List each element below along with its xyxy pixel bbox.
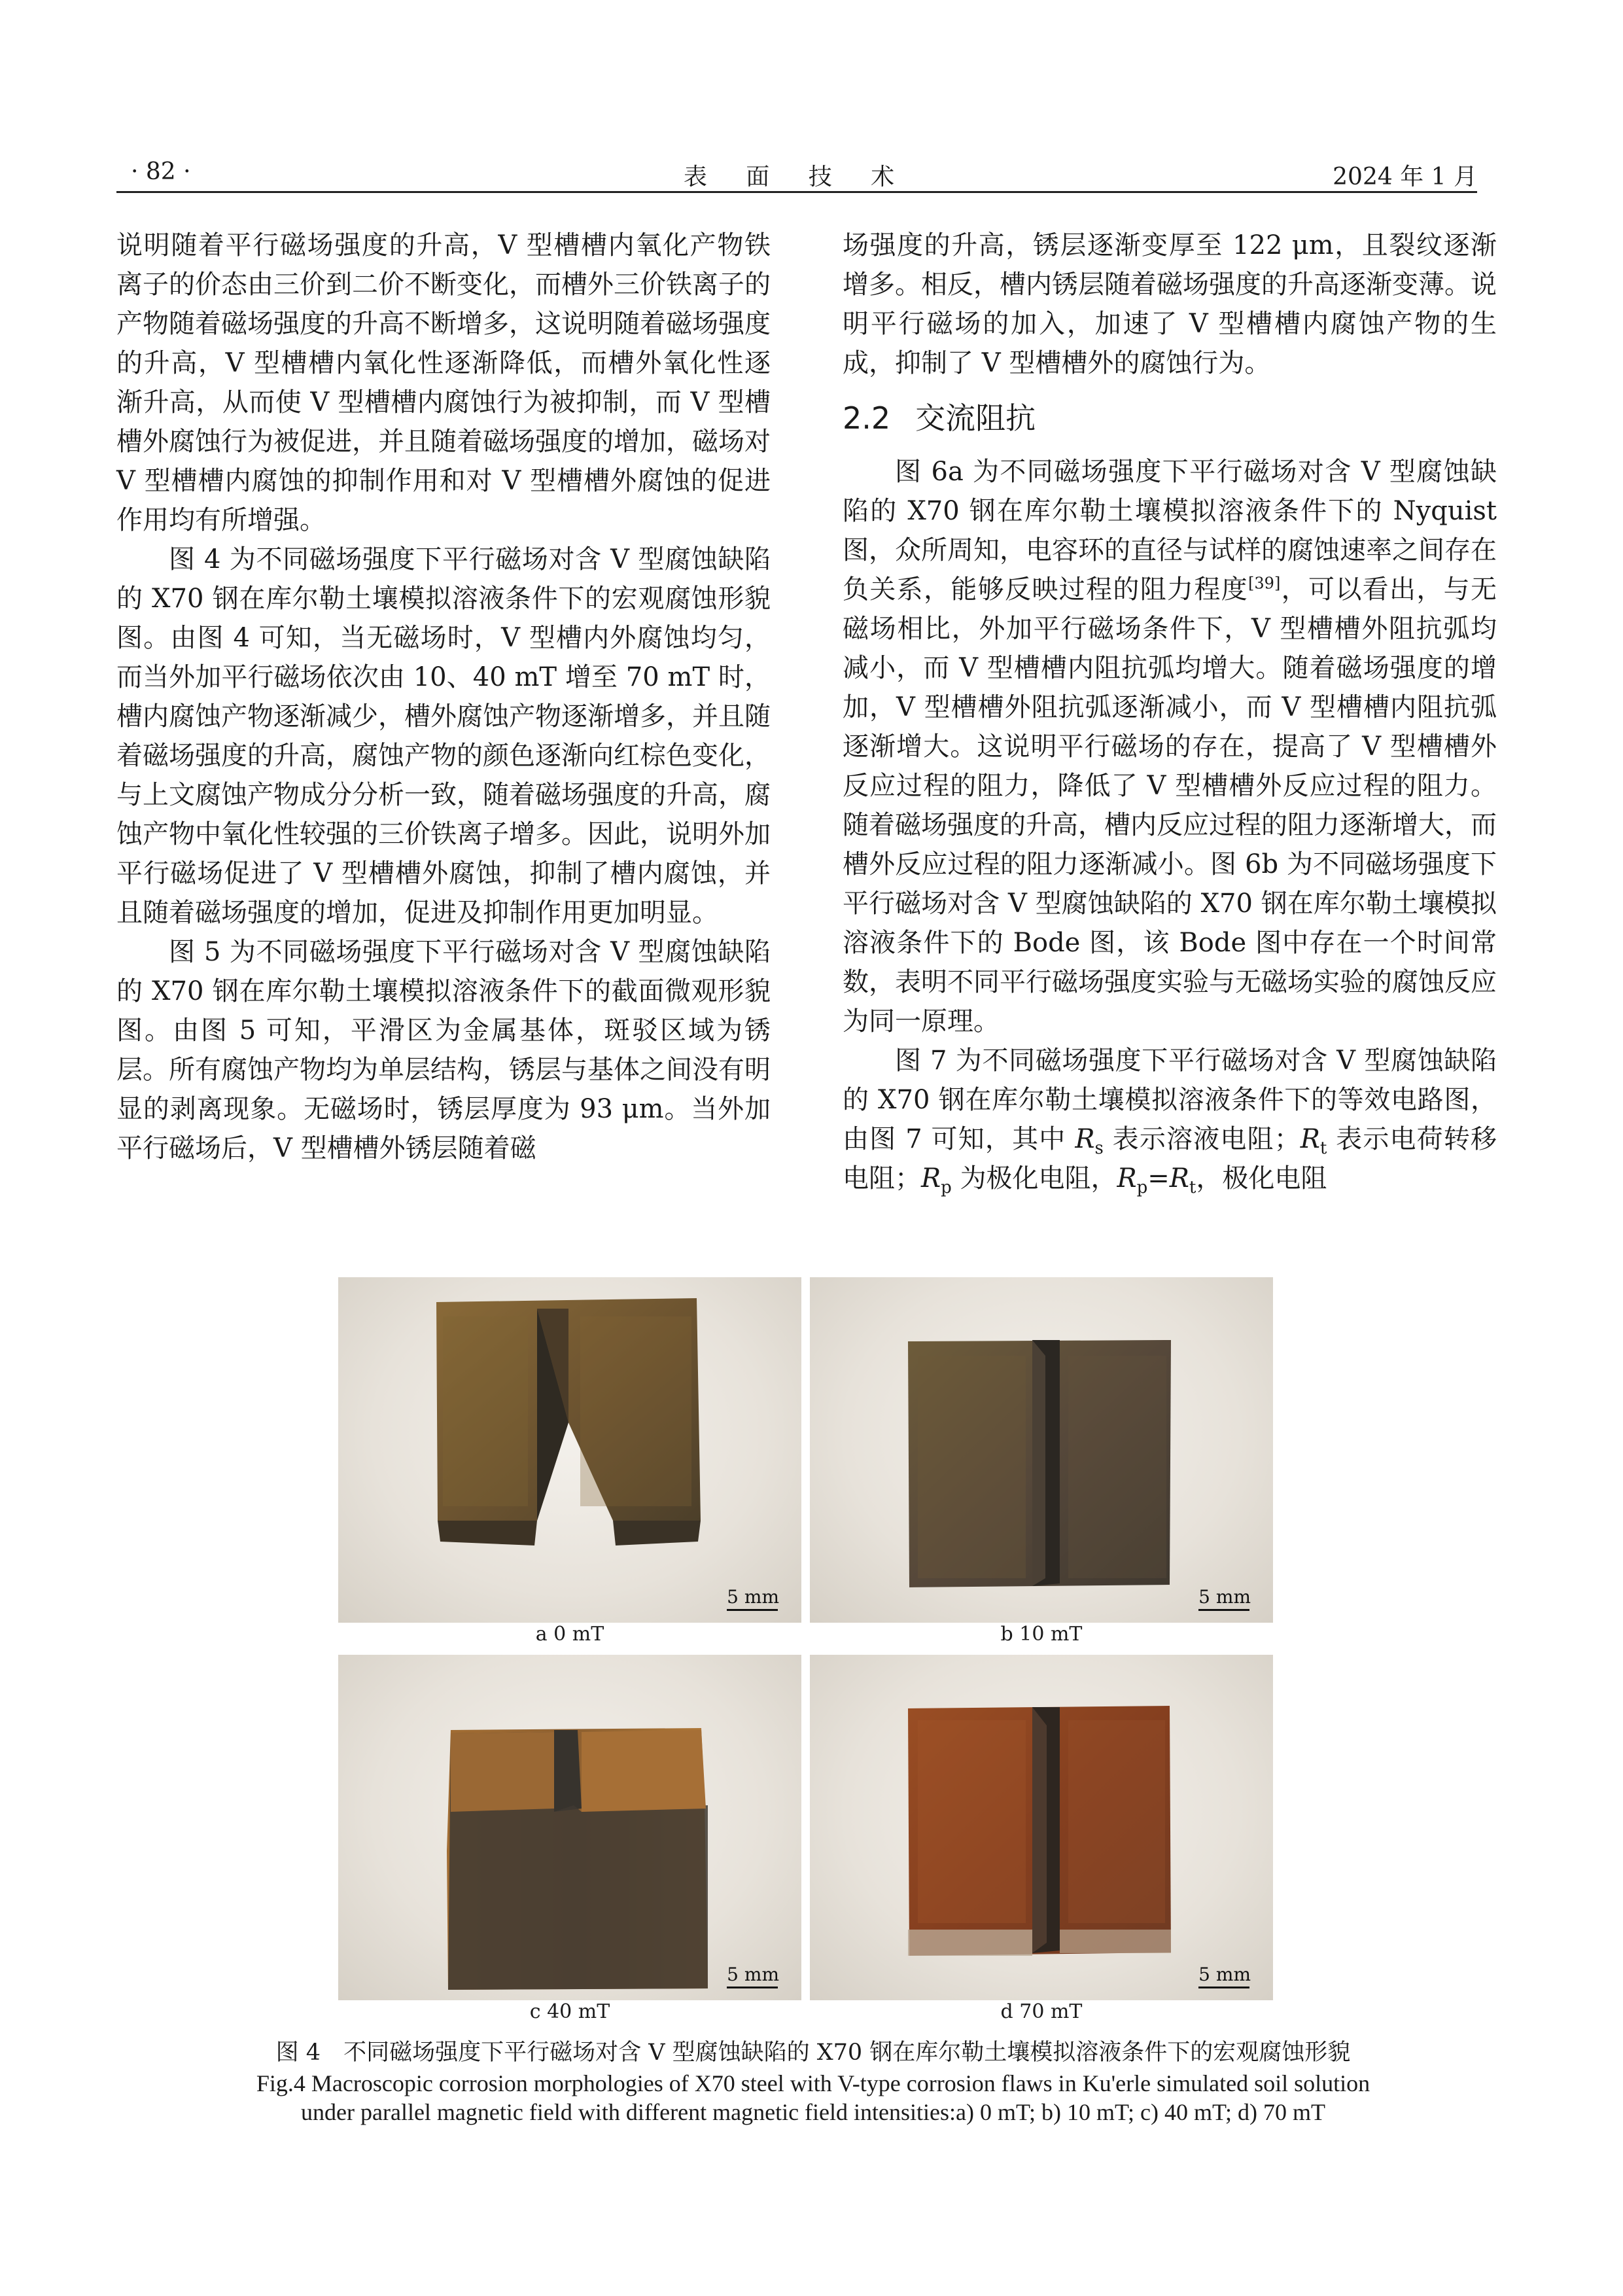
paragraph: 图 4 为不同磁场强度下平行磁场对含 V 型腐蚀缺陷的 X70 钢在库尔勒土壤模拟溶液条件下的宏观腐蚀形貌图。由图 4 可知，当无磁场时，V 型槽内外腐蚀均匀，而当外加平行磁场依次由 10、40 mT 增至 70 mT 时，槽内腐蚀产物逐渐减少，槽外腐蚀产物逐渐增多，并且随着磁场强度的升高，腐蚀产物的颜色逐渐向红棕色变化，与上文腐蚀产物成分分析一致，随着磁场强度的升高，腐蚀产物中氧化性较强的三价铁离子增多。因此，说明外加平行磁场促进了 V 型槽槽外腐蚀，抑制了槽内腐蚀，并且随着磁场强度的增加，促进及抑制作用更加明显。 [116, 544, 771, 928]
paragraph [843, 1041, 1497, 1198]
scale-bar-label: 5 mm [1198, 1586, 1251, 1608]
subscript: p [1136, 1178, 1148, 1197]
issue-date: 2024 年 1 月 [1333, 164, 1477, 190]
subscript: t [1189, 1178, 1196, 1197]
subscript: p [941, 1178, 952, 1197]
page-number: · 82 · [131, 158, 191, 185]
steel-specimen-image [338, 1277, 801, 1623]
journal-name: 表 面 技 术 [683, 164, 911, 190]
text-run: 表示电荷转移电阻； [843, 1124, 1497, 1193]
symbol: R [1117, 1163, 1137, 1193]
symbol: R [1169, 1163, 1189, 1193]
left-column [116, 226, 771, 1168]
section-heading [843, 398, 1497, 438]
caption-chinese: 图 4 不同磁场强度下平行磁场对含 V 型腐蚀缺陷的 X70 钢在库尔勒土壤模拟溶液条件下的宏观腐蚀形貌 [275, 2040, 1351, 2066]
panel-label-a: a 0 mT [535, 1623, 604, 1646]
steel-specimen-image [810, 1277, 1273, 1623]
caption-english-line-1: Fig.4 Macroscopic corrosion morphologies of X70 steel with V-type corrosion flaws in Ku'erle simulated soil solution [256, 2070, 1370, 2096]
paragraph [843, 452, 1497, 1041]
photo-panel-d [810, 1655, 1273, 2000]
section-title: 交流阻抗 [915, 400, 1036, 436]
paragraph: 说明随着平行磁场强度的升高，V 型槽槽内氧化产物铁离子的价态由三价到二价不断变化，而槽外三价铁离子的产物随着磁场强度的升高不断增多，这说明随着磁场强度的升高，V 型槽槽内氧化性逐渐降低，而槽外氧化性逐渐升高，从而使 V 型槽槽内腐蚀行为被抑制，而 V 型槽槽外腐蚀行为被促进，并且随着磁场强度的增加，磁场对 V 型槽槽内腐蚀的抑制作用和对 V 型槽槽外腐蚀的促进作用均有所增强。 [116, 230, 771, 535]
photo-panel-a [338, 1277, 801, 1623]
steel-specimen-image [810, 1655, 1273, 2000]
paragraph: 图 5 为不同磁场强度下平行磁场对含 V 型腐蚀缺陷的 X70 钢在库尔勒土壤模拟溶液条件下的截面微观形貌图。由图 5 可知，平滑区为金属基体，斑驳区域为锈层。所有腐蚀产物均为单层结构，锈层与基体之间没有明显的剥离现象。无磁场时，锈层厚度为 93 μm。当外加平行磁场后，V 型槽槽外锈层随着磁 [116, 937, 771, 1163]
section-number: 2.2 [843, 400, 891, 436]
panel-label-b: b 10 mT [1000, 1623, 1083, 1646]
scale-bar-label: 5 mm [727, 1964, 779, 1985]
photo-panel-b [810, 1277, 1273, 1623]
text-run: 图 7 为不同磁场强度下平行磁场对含 V 型腐蚀缺陷的 X70 钢在库尔勒土壤模拟溶液条件下的等效电路图，由图 7 可知，其中 [843, 1046, 1497, 1154]
paragraph: 场强度的升高，锈层逐渐变厚至 122 μm，且裂纹逐渐增多。相反，槽内锈层随着磁场强度的升高逐渐变薄。说明平行磁场的加入，加速了 V 型槽槽内腐蚀产物的生成，抑制了 V 型槽槽外的腐蚀行为。 [843, 230, 1497, 378]
subscript: s [1094, 1139, 1104, 1158]
text-run: 图 6a 为不同磁场强度下平行磁场对含 V 型腐蚀缺陷的 X70 钢在库尔勒土壤模拟溶液条件下的 Nyquist 图，众所周知，电容环的直径与试样的腐蚀速率之间存在负关系，能够反映过程的阻力程度 [843, 457, 1497, 605]
scale-bar [727, 1586, 779, 1611]
text-run: ，极化电阻 [1196, 1163, 1327, 1193]
text-run: 为极化电阻， [951, 1163, 1117, 1193]
caption-english-line-2: under parallel magnetic field with different magnetic field intensities:a) 0 mT; b) 10 mT; c) 40 mT; d) 70 mT [301, 2099, 1325, 2125]
subscript: t [1319, 1139, 1327, 1158]
scale-bar [727, 1964, 779, 1988]
scale-bar [1198, 1586, 1251, 1611]
scale-bar-label: 5 mm [1198, 1964, 1251, 1985]
text-run: = [1147, 1163, 1170, 1193]
right-column [843, 226, 1497, 1198]
steel-specimen-image [338, 1655, 801, 2000]
photo-panel-c [338, 1655, 801, 2000]
citation[interactable]: [39] [1248, 574, 1281, 593]
panel-label-c: c 40 mT [529, 2000, 610, 2023]
running-header [116, 152, 1477, 193]
scale-bar [1198, 1964, 1251, 1988]
scale-bar-label: 5 mm [727, 1586, 779, 1608]
figure-caption [116, 2036, 1510, 2127]
text-run: ，可以看出，与无磁场相比，外加平行磁场条件下，V 型槽槽外阻抗弧均减小，而 V 型槽槽内阻抗弧均增大。随着磁场强度的增加，V 型槽槽外阻抗弧逐渐减小，而 V 型槽槽内阻抗弧逐渐增大。这说明平行磁场的存在，提高了 V 型槽槽外反应过程的阻力，降低了 V 型槽槽外反应过程的阻力。随着磁场强度的升高，槽内反应过程的阻力逐渐增大，而槽外反应过程的阻力逐渐减小。图 6b 为不同磁场强度下平行磁场对含 V 型腐蚀缺陷的 X70 钢在库尔勒土壤模拟溶液条件下的 Bode 图，该 Bode 图中存在一个时间常数，表明不同平行磁场强度实验与无磁场实验的腐蚀反应为同一原理。 [843, 574, 1497, 1036]
symbol: R [921, 1163, 941, 1193]
panel-label-d: d 70 mT [1000, 2000, 1083, 2023]
text-run: 表示溶液电阻； [1103, 1124, 1300, 1154]
symbol: R [1075, 1124, 1095, 1154]
symbol: R [1300, 1124, 1320, 1154]
